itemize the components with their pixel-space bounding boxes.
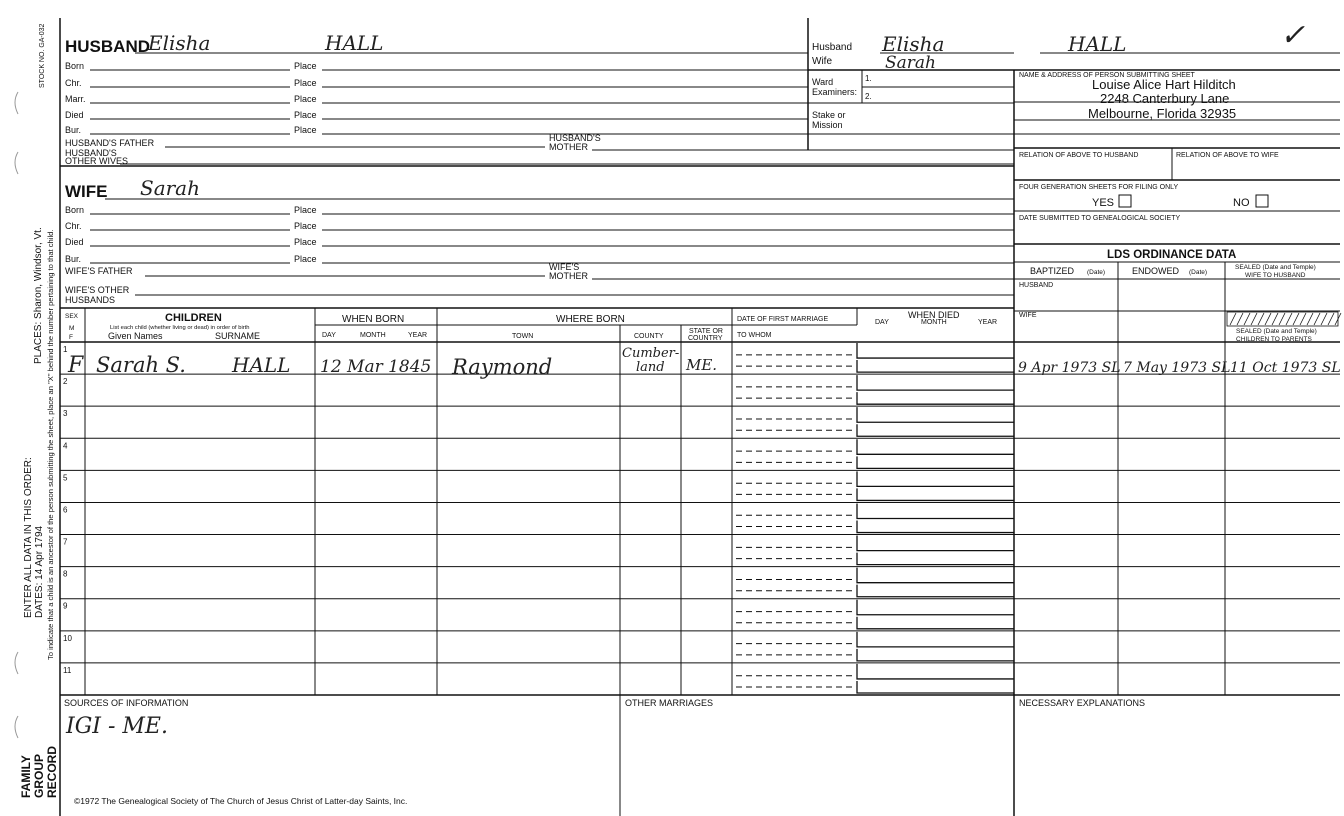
child-1-sex: F <box>68 353 84 378</box>
submitter-name: Louise Alice Hart Hilditch <box>1092 77 1236 92</box>
died-year-label: YEAR <box>978 319 998 326</box>
town-label: TOWN <box>512 333 534 340</box>
sex-label: SEX <box>65 313 79 320</box>
when-died-bracket <box>857 407 1014 436</box>
husband-surname: HALL <box>325 31 384 55</box>
punch-marks <box>15 92 18 738</box>
yes-label: YES <box>1092 197 1115 209</box>
wife-died-label: Died <box>65 237 84 247</box>
wife-other-husbands-2: HUSBANDS <box>65 295 116 305</box>
header-husband-given: Elisha <box>882 32 945 56</box>
child-1-county-1: Cumber- <box>622 346 680 361</box>
check-mark-icon: ✓ <box>1280 18 1306 53</box>
child-1-surname: HALL <box>232 353 291 377</box>
no-label: NO <box>1233 197 1250 209</box>
lds-husband-row-label: HUSBAND <box>1019 282 1054 289</box>
children-title: CHILDREN <box>165 312 222 324</box>
sealed-wife-to-husband-2: WIFE TO HUSBAND <box>1245 272 1306 279</box>
child-row-number: 2 <box>63 377 68 387</box>
husband-died-label: Died <box>65 110 84 120</box>
child-1-state: ME. <box>686 356 718 374</box>
no-checkbox[interactable] <box>1256 195 1268 207</box>
husband-born-place-label: Place <box>294 61 317 71</box>
husband-born-label: Born <box>65 61 85 71</box>
examiners-label: Examiners: <box>812 87 858 97</box>
husband-heading: HUSBAND <box>65 37 150 56</box>
necessary-explanations-label: NECESSARY EXPLANATIONS <box>1019 698 1146 708</box>
when-died-bracket <box>857 664 1014 693</box>
wife-born-label: Born <box>65 205 85 215</box>
side-enter: ENTER ALL DATA IN THIS ORDER: <box>23 457 34 618</box>
child-1-given: Sarah S. <box>96 353 186 377</box>
when-died-bracket <box>857 375 1014 404</box>
child-1-sealed: 11 Oct 1973 SL <box>1230 360 1341 376</box>
when-died-bracket <box>857 536 1014 565</box>
form-rules <box>60 18 1340 816</box>
when-died-label: WHEN DIED <box>908 310 960 320</box>
date-submitted-label: DATE SUBMITTED TO GENEALOGICAL SOCIETY <box>1019 215 1181 222</box>
submitter-street: 2248 Canterbury Lane <box>1100 91 1230 106</box>
children-rows <box>60 343 1340 693</box>
header-wife-label: Wife <box>812 56 832 67</box>
examiner-2-label: 2. <box>865 92 872 101</box>
stake-label: Stake or <box>812 110 846 120</box>
child-1-baptized: 9 Apr 1973 SL <box>1018 360 1121 376</box>
yes-checkbox[interactable] <box>1119 195 1131 207</box>
child-row-number: 8 <box>63 569 68 579</box>
child-row-number: 5 <box>63 473 68 483</box>
endowed-label: ENDOWED <box>1132 266 1179 276</box>
side-instruction: To indicate that a child is an ancestor of the person submitting the sheet, place an "X" behind the number pertaining to that child. <box>46 229 55 660</box>
when-died-bracket <box>857 503 1014 532</box>
wife-born-place-label: Place <box>294 205 317 215</box>
sealed-children-to-parents-1: SEALED (Date and Temple) <box>1236 328 1317 335</box>
born-day-label: DAY <box>322 332 336 339</box>
sex-f-label: F <box>69 334 73 341</box>
children-instruction: List each child (whether living or dead) in order of birth <box>110 325 250 331</box>
lds-title: LDS ORDINANCE DATA <box>1107 249 1237 261</box>
header-wife-given: Sarah <box>885 53 936 73</box>
husband-marr-label: Marr. <box>65 94 86 104</box>
husband-chr-place-label: Place <box>294 78 317 88</box>
child-row-number: 1 <box>63 345 68 354</box>
when-died-bracket <box>857 632 1014 661</box>
wife-died-place-label: Place <box>294 237 317 247</box>
examiner-1-label: 1. <box>865 74 872 83</box>
wife-father-label: WIFE'S FATHER <box>65 266 133 276</box>
husband-given-name: Elisha <box>148 31 211 55</box>
husband-father-label: HUSBAND'S FATHER <box>65 138 155 148</box>
given-names-label: Given Names <box>108 331 163 341</box>
sources-label: SOURCES OF INFORMATION <box>64 698 189 708</box>
wife-mother-label-2: MOTHER <box>549 271 588 281</box>
when-died-bracket <box>857 343 1014 372</box>
form-title-family: FAMILY <box>19 755 33 798</box>
husband-other-wives-1: HUSBAND'S <box>65 148 117 158</box>
submitter-city: Melbourne, Florida 32935 <box>1088 106 1237 121</box>
side-dates: DATES: 14 Apr 1794 <box>34 525 45 618</box>
when-died-bracket <box>857 471 1014 500</box>
wife-chr-label: Chr. <box>65 221 82 231</box>
died-month-label: MONTH <box>921 319 947 326</box>
born-month-label: MONTH <box>360 332 386 339</box>
endowed-date-label: (Date) <box>1189 269 1208 276</box>
child-1-endowed: 7 May 1973 SL <box>1123 360 1231 376</box>
baptized-date-label: (Date) <box>1087 269 1106 276</box>
child-row-number: 11 <box>63 665 72 675</box>
county-label: COUNTY <box>634 333 664 340</box>
child-1-county-2: land <box>636 360 665 375</box>
child-row-number: 10 <box>63 633 72 643</box>
where-born-label: WHERE BORN <box>556 314 625 325</box>
sealed-children-to-parents-2: CHILDREN TO PARENTS <box>1236 336 1312 343</box>
state-label-1: STATE OR <box>689 328 723 335</box>
husband-mother-label-1: HUSBAND'S <box>549 133 601 143</box>
child-row-number: 9 <box>63 601 68 611</box>
husband-bur-label: Bur. <box>65 125 82 135</box>
sources-value: IGI - ME. <box>66 714 168 739</box>
sealed-wife-to-husband-1: SEALED (Date and Temple) <box>1235 264 1316 271</box>
header-husband-label: Husband <box>812 42 853 53</box>
wife-other-husbands-1: WIFE'S OTHER <box>65 285 130 295</box>
side-places: PLACES: Sharon, Windsor, Vt. <box>33 227 44 364</box>
wife-chr-place-label: Place <box>294 221 317 231</box>
other-marriages-label: OTHER MARRIAGES <box>625 698 714 708</box>
state-label-2: COUNTRY <box>688 335 723 342</box>
husband-bur-place-label: Place <box>294 125 317 135</box>
child-row-number: 6 <box>63 505 68 515</box>
husband-died-place-label: Place <box>294 110 317 120</box>
child-row-number: 4 <box>63 441 68 451</box>
child-row-number: 3 <box>63 409 68 419</box>
wife-heading: WIFE <box>65 182 108 201</box>
copyright-notice: ©1972 The Genealogical Society of The Church of Jesus Christ of Latter-day Saints, Inc. <box>74 796 408 806</box>
husband-chr-label: Chr. <box>65 78 82 88</box>
four-generation-label: FOUR GENERATION SHEETS FOR FILING ONLY <box>1019 184 1179 191</box>
when-died-bracket <box>857 600 1014 629</box>
husband-mother-label-2: MOTHER <box>549 142 588 152</box>
to-whom-label: TO WHOM <box>737 332 772 339</box>
when-born-label: WHEN BORN <box>342 314 405 325</box>
relation-to-husband-label: RELATION OF ABOVE TO HUSBAND <box>1019 152 1139 159</box>
born-year-label: YEAR <box>408 332 428 339</box>
child-1-born: 12 Mar 1845 <box>320 357 432 377</box>
wife-bur-label: Bur. <box>65 254 82 264</box>
when-died-bracket <box>857 439 1014 468</box>
header-husband-surname: HALL <box>1068 32 1127 56</box>
ward-label: Ward <box>812 77 834 87</box>
submitter-label: NAME & ADDRESS OF PERSON SUBMITTING SHEET <box>1019 72 1195 79</box>
when-died-bracket <box>857 568 1014 597</box>
lds-wife-row-label: WIFE <box>1019 312 1037 319</box>
wife-bur-place-label: Place <box>294 254 317 264</box>
wife-mother-label-1: WIFE'S <box>549 262 580 272</box>
surname-label: SURNAME <box>215 331 261 341</box>
stock-number: STOCK NO. GA-032 <box>39 23 46 88</box>
baptized-label: BAPTIZED <box>1030 266 1075 276</box>
mission-label: Mission <box>812 120 843 130</box>
wife-given-name: Sarah <box>140 176 200 200</box>
form-title-record: RECORD <box>45 745 59 798</box>
husband-other-wives-2: OTHER WIVES <box>65 156 129 166</box>
sex-m-label: M <box>69 325 75 332</box>
died-day-label: DAY <box>875 319 889 326</box>
husband-marr-place-label: Place <box>294 94 317 104</box>
form-title-group: GROUP <box>32 753 46 798</box>
relation-to-wife-label: RELATION OF ABOVE TO WIFE <box>1176 152 1279 159</box>
child-row-number: 7 <box>63 537 68 547</box>
first-marriage-label: DATE OF FIRST MARRIAGE <box>737 316 829 323</box>
child-1-town: Raymond <box>452 355 553 379</box>
